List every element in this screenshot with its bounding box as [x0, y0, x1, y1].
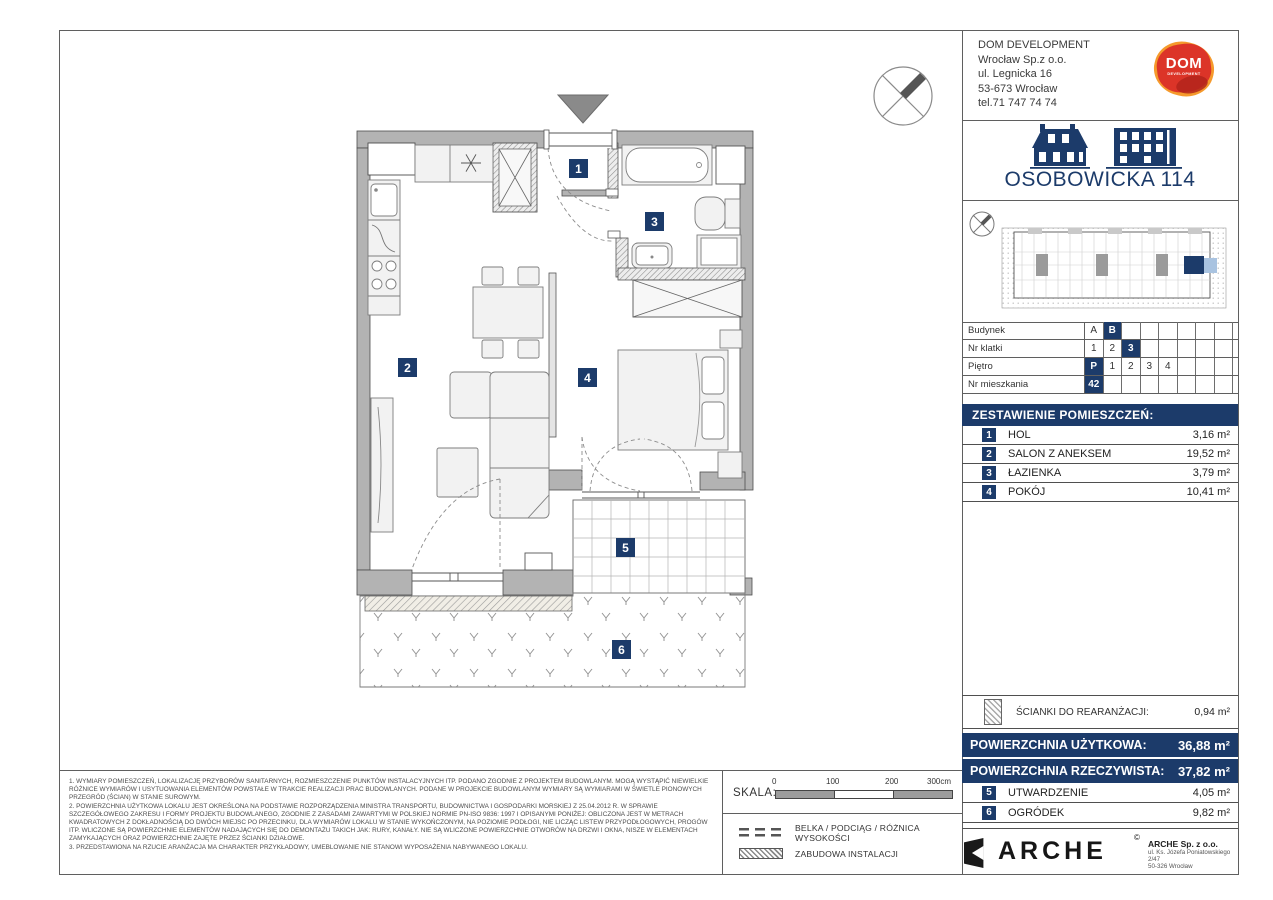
- unit-selection-table: [962, 322, 1238, 394]
- legal-note: 1. WYMIARY POMIESZCZEŃ, LOKALIZACJĘ PRZYBORÓW SANITARNYCH, ROZMIESZCZENIE PUNKTÓW INSTALACYJNYCH ITP. PODANO ZGODNIE Z PROJEKTEM BUDOWLANYM. MOGĄ WYSTĄPIĆ NIEWIELKIE RÓŻNICE WYMIARÓW I USYTUOWANIA ELEMENTÓW POWSTAŁE W TRAKCIE REALIZACJI PRAC BUDOWLANYCH. PODANE W PROJEKCIE BUDOWLANYM WYMIARY SĄ WYMIARAMI W ŚWIETLE PIONOWYCH PRZEGRÓD (ŚCIAN) W STANIE SUROWYM.: [69, 778, 709, 802]
- osobowicka-logo-icon: [962, 122, 1238, 170]
- room-number-badge: 3: [982, 466, 996, 480]
- scale-tick-label: 100: [826, 777, 840, 786]
- room-row: [962, 445, 1238, 464]
- washbasin-icon: [632, 243, 672, 268]
- outdoor-area: 9,82 m²: [1192, 806, 1230, 819]
- legend-row: [739, 848, 962, 859]
- rooms-header: ZESTAWIENIE POMIESZCZEŃ:: [962, 404, 1238, 426]
- room-name: SALON Z ANEKSEM: [1008, 448, 1112, 460]
- room-label-5: [616, 538, 635, 557]
- selection-cell: [1141, 340, 1160, 357]
- room-label-3: [645, 212, 664, 231]
- actual-area-bar: [962, 759, 1238, 783]
- bedroom: [618, 330, 742, 478]
- arche-company: ARCHE Sp. z o.o.: [1148, 839, 1218, 849]
- garden: [360, 593, 745, 687]
- hatch-swatch-icon: [984, 699, 1002, 725]
- arche-address: [1148, 839, 1236, 870]
- modern-building-icon: [1106, 128, 1182, 169]
- bathtub-icon: [622, 145, 712, 185]
- room-number-badge: 6: [982, 806, 996, 820]
- selection-row-label: Nr klatki: [962, 340, 1085, 357]
- selection-row: [962, 322, 1238, 340]
- north-compass-icon: [865, 58, 941, 134]
- nightstand-icon: [720, 330, 742, 348]
- classic-building-icon: [1030, 124, 1090, 169]
- dom-development-logo: [1152, 40, 1216, 100]
- room-name: POKÓJ: [1008, 486, 1046, 498]
- room-area: 3,79 m²: [1192, 467, 1230, 479]
- room-label-1: [569, 159, 588, 178]
- selection-cell: [1178, 322, 1197, 339]
- scale-tick-label: 300cm: [927, 777, 952, 786]
- usable-area-label: POWIERZCHNIA UŻYTKOWA:: [970, 738, 1147, 752]
- hatch-symbol-icon: [739, 848, 783, 859]
- svg-text:3: 3: [651, 215, 658, 229]
- selection-cell: 2: [1122, 358, 1141, 375]
- scale-box: [723, 770, 962, 813]
- room-number-badge: 1: [982, 428, 996, 442]
- legend-label: ZABUDOWA INSTALACJI: [795, 848, 899, 859]
- rooms-list: [962, 426, 1238, 502]
- selection-cell: 1: [1085, 340, 1104, 357]
- room-area: 10,41 m²: [1186, 486, 1230, 498]
- arche-logo-icon: [964, 838, 994, 868]
- selection-cell: [1159, 340, 1178, 357]
- actual-area-value: 37,82 m²: [1177, 763, 1230, 779]
- selection-cell: [1159, 376, 1178, 393]
- divider: [962, 200, 1238, 201]
- developer-address: [978, 38, 1148, 111]
- wardrobe: [633, 280, 742, 317]
- room-label-4: [578, 368, 597, 387]
- room-label-6: [612, 640, 631, 659]
- legend: [723, 813, 962, 875]
- svg-text:2: 2: [404, 361, 411, 375]
- rearrangement-label: ŚCIANKI DO REARANŻACJI:: [1016, 706, 1149, 718]
- selection-row-label: Budynek: [962, 322, 1085, 339]
- highlighted-unit: [1184, 256, 1204, 274]
- legend-row: [739, 822, 962, 843]
- room-area: 19,52 m²: [1186, 448, 1230, 460]
- bathroom: [622, 145, 745, 268]
- selection-cell: [1178, 358, 1197, 375]
- copyright-mark: ©: [1134, 833, 1140, 842]
- room-number-badge: 5: [982, 786, 996, 800]
- scale-tick-label: 0: [772, 777, 777, 786]
- actual-area-label: POWIERZCHNIA RZECZYWISTA:: [970, 764, 1165, 778]
- scale-tick-label: 200: [885, 777, 899, 786]
- svg-text:5: 5: [622, 541, 629, 555]
- selection-cell: 3: [1122, 340, 1141, 357]
- logo-subtext: DEVELOPMENT: [1167, 72, 1201, 76]
- project-title: OSOBOWICKA 114: [1004, 168, 1196, 191]
- dashes-symbol-icon: [739, 827, 783, 838]
- outdoor-list: [962, 783, 1238, 823]
- company-line: DOM DEVELOPMENT: [978, 39, 1090, 51]
- scale-label: SKALA:: [733, 787, 777, 799]
- selection-cell: [1122, 376, 1141, 393]
- selection-cell: 1: [1104, 358, 1123, 375]
- selection-cell: [1104, 376, 1123, 393]
- installation-shaft: [493, 143, 537, 212]
- selection-cell: [1196, 358, 1215, 375]
- arche-footer: [962, 828, 1238, 875]
- kitchen-sink-icon: [371, 184, 397, 216]
- installation-strip: [365, 596, 572, 611]
- arche-address-line: 50-326 Wrocław: [1148, 863, 1193, 870]
- selection-row-label: Piętro: [962, 358, 1085, 375]
- bed-icon: [618, 350, 728, 450]
- company-line: Wrocław Sp.z o.o.: [978, 53, 1067, 66]
- room-number-badge: 4: [982, 485, 996, 499]
- room-row: [962, 483, 1238, 502]
- nightstand-icon: [718, 452, 742, 478]
- company-line: 53-673 Wrocław: [978, 82, 1058, 95]
- selection-row-label: Nr mieszkania: [962, 376, 1085, 393]
- site-plan-thumbnail: [962, 202, 1238, 320]
- legal-notes: [59, 770, 723, 875]
- selection-row: [962, 340, 1238, 358]
- logo-text: DOM: [1165, 55, 1203, 72]
- rearrangement-value: 0,94 m²: [1194, 706, 1230, 718]
- selection-cell: [1178, 376, 1197, 393]
- arche-name: ARCHE: [998, 837, 1107, 865]
- usable-area-bar: [962, 733, 1238, 757]
- selection-cell: 42: [1085, 376, 1104, 393]
- usable-area-value: 36,88 m²: [1177, 737, 1230, 753]
- divider: [962, 120, 1238, 121]
- selection-row: [962, 376, 1238, 394]
- selection-cell: [1215, 358, 1234, 375]
- selection-cell: [1178, 340, 1197, 357]
- coffee-table-icon: [437, 448, 478, 497]
- room-number-badge: 2: [982, 447, 996, 461]
- company-line: ul. Legnicka 16: [978, 68, 1052, 80]
- selection-row: [962, 358, 1238, 376]
- room-row: [962, 426, 1238, 445]
- selection-cell: [1196, 340, 1215, 357]
- svg-text:1: 1: [575, 162, 582, 176]
- washing-machine-icon: [697, 235, 741, 268]
- entrance-arrow: [558, 95, 608, 123]
- selection-cell: B: [1104, 322, 1123, 339]
- rearrangement-row: [962, 695, 1238, 729]
- terrace: [573, 500, 745, 593]
- outdoor-area: 4,05 m²: [1192, 786, 1230, 799]
- room-area: 3,16 m²: [1192, 429, 1230, 441]
- site-compass-icon: [970, 212, 994, 236]
- selection-cell: [1196, 376, 1215, 393]
- selection-cell: P: [1085, 358, 1104, 375]
- svg-text:6: 6: [618, 643, 625, 657]
- dining-table-icon: [473, 267, 543, 358]
- scale-segment: [776, 791, 835, 798]
- room-row: [962, 464, 1238, 483]
- outdoor-name: OGRÓDEK: [1008, 806, 1065, 819]
- selection-cell: A: [1085, 322, 1104, 339]
- window-recess: [368, 143, 415, 175]
- arche-address-line: ul. Ks. Józefa Poniatowskiego 2/47: [1148, 849, 1231, 863]
- selection-cell: [1196, 322, 1215, 339]
- selection-cell: 4: [1159, 358, 1178, 375]
- selection-cell: [1159, 322, 1178, 339]
- room-name: HOL: [1008, 429, 1031, 441]
- legend-label: BELKA / PODCIĄG / RÓŻNICA WYSOKOŚCI: [795, 822, 920, 843]
- outdoor-name: UTWARDZENIE: [1008, 786, 1089, 799]
- svg-text:4: 4: [584, 371, 591, 385]
- legal-note: 3. PRZEDSTAWIONA NA RZUCIE ARANŻACJA MA CHARAKTER PRZYKŁADOWY, UMEBLOWANIE NIE STANOWI WYPOSAŻENIA NABYWANEGO LOKALU.: [69, 843, 528, 851]
- floor-plan: [350, 85, 760, 705]
- tv-cabinet-icon: [371, 398, 393, 532]
- selection-cell: [1122, 322, 1141, 339]
- room-label-2: [398, 358, 417, 377]
- toilet-icon: [695, 197, 740, 230]
- selection-cell: [1215, 322, 1234, 339]
- selection-cell: [1215, 340, 1234, 357]
- scale-bar-icon: [775, 790, 953, 799]
- outdoor-row: [962, 783, 1238, 803]
- room-name: ŁAZIENKA: [1008, 467, 1062, 479]
- selection-cell: 3: [1141, 358, 1160, 375]
- company-line: tel.71 747 74 74: [978, 97, 1057, 109]
- selection-cell: [1141, 376, 1160, 393]
- selection-cell: [1215, 376, 1234, 393]
- outdoor-row: [962, 803, 1238, 823]
- selection-cell: [1141, 322, 1160, 339]
- legal-note: 2. POWIERZCHNIA UŻYTKOWA LOKALU JEST OKREŚLONA NA PODSTAWIE ROZPORZĄDZENIA MINISTRA TRANSPORTU, BUDOWNICTWA I GOSPODARKI MORSKIEJ Z 25.04.2012 R. W SPRAWIE SZCZEGÓŁOWEGO ZAKRESU I FORMY PROJEKTU BUDOWLANEGO, ZGODNIE Z ZASADAMI ZAWARTYMI W POLSKIEJ NORMIE PN-ISO 9836: 1997 I OPISANYMI PONIŻEJ: OBLICZONA JEST W METRACH KWADRATOWYCH Z DOKŁADNOŚCIĄ DO DWÓCH MIEJSC PO PRZECINKU, DLA WYMIARÓW LOKALU W STANIE WYKOŃCZONYM, NA POZIOMIE PODŁOGI, NIE LICZĄC LISTEW PRZYPODŁOGOWYCH, PROGÓW ITP. WLICZONE SĄ POWIERZCHNIE ELEMENTÓW NADAJĄCYCH SIĘ DO DEMONTAŻU TAKICH JAK: RURY, KANAŁY. NIE SĄ WLICZONE POWIERZCHNIE OTWORÓW NA DRZWI I OKNA, NISZE W ELEMENTACH ZAMYKAJĄCYCH ORAZ POWIERZCHNIE ZAJĘTE PRZEZ ŚCIANKI DZIAŁOWE.: [69, 802, 708, 843]
- scale-segment: [835, 791, 894, 798]
- highlighted-terrace: [1204, 258, 1217, 273]
- selection-cell: 2: [1104, 340, 1123, 357]
- scale-segment: [894, 791, 952, 798]
